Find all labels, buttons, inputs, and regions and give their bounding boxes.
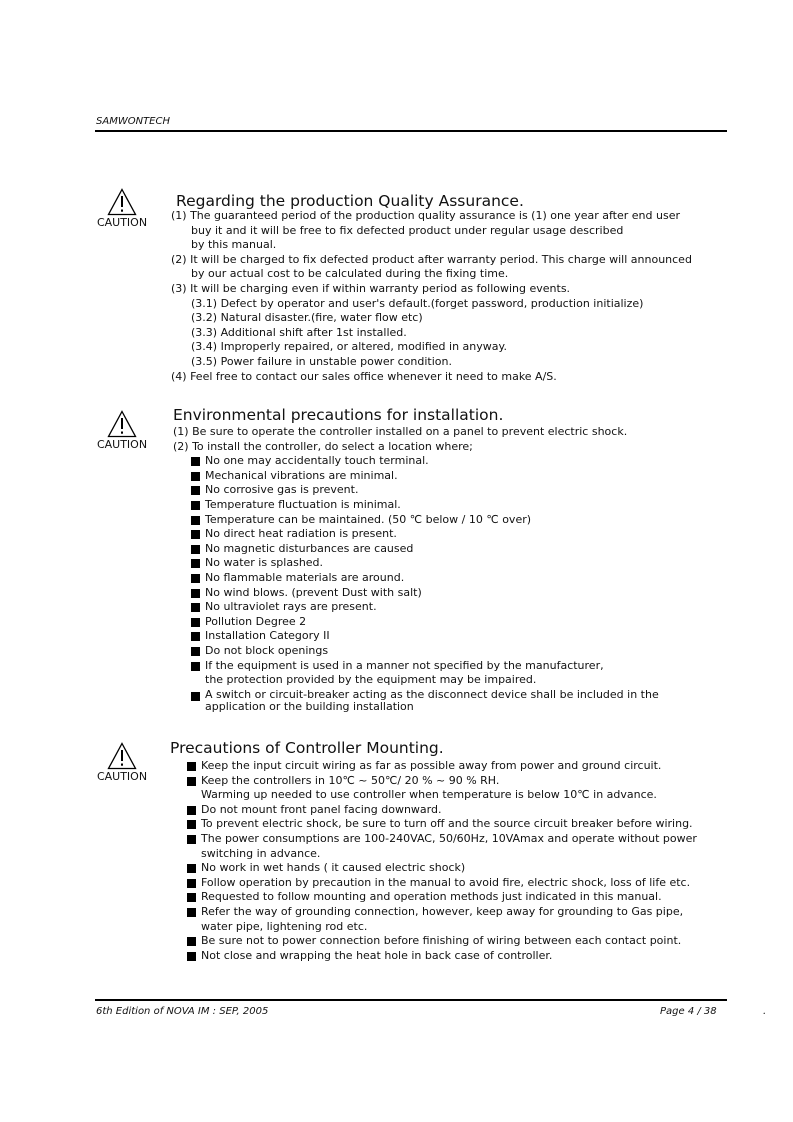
- list-item: (2) It will be charged to fix defected product after warranty period. This charge will announced: [171, 252, 692, 266]
- list-item: by our actual cost to be calculated during the fixing time.: [191, 267, 509, 281]
- list-item: Be sure not to power connection before finishing of wiring between each contact point.: [186, 934, 697, 949]
- list-item: Refer the way of grounding connection, however, keep away for grounding to Gas pipe,: [186, 905, 697, 920]
- list-item: (2) To install the controller, do select a location where;: [173, 439, 473, 453]
- section-title: Regarding the production Quality Assurance.: [176, 192, 524, 210]
- list-item: To prevent electric shock, be sure to turn off and the source circuit breaker before wiring.: [186, 817, 697, 832]
- list-item: (4) Feel free to contact our sales office whenever it need to make A/S.: [171, 369, 557, 383]
- list-item: Keep the input circuit wiring as far as possible away from power and ground circuit.: [186, 759, 697, 774]
- footer-edition: 6th Edition of NOVA IM : SEP, 2005: [96, 1006, 269, 1017]
- caution-badge: [94, 410, 150, 451]
- list-item: buy it and it will be free to fix defected product under regular usage described: [191, 223, 624, 237]
- list-item: Do not block openings: [190, 644, 659, 659]
- footer-rule: [95, 999, 727, 1001]
- list-item: A switch or circuit-breaker acting as the disconnect device shall be included in the: [190, 689, 659, 702]
- footer-mark: .: [763, 1006, 767, 1017]
- header-rule: [95, 130, 727, 132]
- list-item: No ultraviolet rays are present.: [190, 600, 659, 615]
- list-item: No direct heat radiation is present.: [190, 527, 659, 542]
- list-item: No magnetic disturbances are caused: [190, 542, 659, 557]
- list-item: The power consumptions are 100-240VAC, 50/60Hz, 10VAmax and operate without power: [186, 832, 697, 847]
- caution-badge: [94, 742, 150, 783]
- list-item: Warming up needed to use controller when temperature is below 10℃ in advance.: [201, 788, 657, 802]
- list-item: No flammable materials are around.: [190, 571, 659, 586]
- list-item: Mechanical vibrations are minimal.: [190, 469, 659, 484]
- list-item: the protection provided by the equipment may be impaired.: [205, 673, 537, 687]
- list-item: Temperature fluctuation is minimal.: [190, 498, 659, 513]
- list-item: (1) Be sure to operate the controller installed on a panel to prevent electric shock.: [173, 425, 628, 438]
- section-title: Environmental precautions for installation.: [173, 406, 504, 424]
- list-item: (3.3) Additional shift after 1st installed.: [191, 325, 407, 339]
- list-item: No water is splashed.: [190, 556, 659, 571]
- caution-badge: [94, 188, 150, 229]
- list-item: No wind blows. (prevent Dust with salt): [190, 586, 659, 601]
- list-item: switching in advance.: [201, 846, 321, 860]
- header-company: SAMWONTECH: [96, 116, 170, 127]
- page-number: Page 4 / 38: [660, 1006, 717, 1017]
- list-item: Installation Category II: [190, 629, 659, 644]
- list-item: Do not mount front panel facing downward.: [186, 803, 697, 818]
- warning-triangle-icon: [107, 410, 137, 438]
- section-body: [171, 209, 692, 384]
- list-item: If the equipment is used in a manner not specified by the manufacturer,: [190, 659, 659, 674]
- section-body: [186, 759, 697, 963]
- list-item: (3.1) Defect by operator and user's default.(forget password, production initialize): [191, 296, 644, 310]
- list-item: Follow operation by precaution in the manual to avoid fire, electric shock, loss of life etc.: [186, 876, 697, 891]
- list-item: No one may accidentally touch terminal.: [190, 454, 659, 469]
- caution-label: CAUTION: [96, 438, 148, 451]
- list-item: (3.2) Natural disaster.(fire, water flow etc): [191, 311, 423, 325]
- list-item: No work in wet hands ( it caused electric shock): [186, 861, 697, 876]
- caution-label: CAUTION: [96, 770, 148, 783]
- warning-triangle-icon: [107, 742, 137, 770]
- list-item: (3.5) Power failure in unstable power condition.: [191, 354, 452, 368]
- caution-label: CAUTION: [96, 216, 148, 229]
- list-item: (1) The guaranteed period of the production quality assurance is (1) one year after end user: [171, 209, 680, 222]
- list-item: by this manual.: [191, 238, 277, 252]
- list-item: No corrosive gas is prevent.: [190, 483, 659, 498]
- list-item: (3.4) Improperly repaired, or altered, modified in anyway.: [191, 340, 507, 354]
- section-body: [173, 425, 659, 714]
- list-item: water pipe, lightening rod etc.: [201, 919, 368, 933]
- list-item: application or the building installation: [205, 700, 414, 714]
- list-item: Keep the controllers in 10℃ ~ 50℃/ 20 % ~ 90 % RH.: [186, 774, 697, 789]
- section-title: Precautions of Controller Mounting.: [170, 739, 444, 757]
- list-item: Temperature can be maintained. (50 ℃ below / 10 ℃ over): [190, 513, 659, 528]
- list-item: Requested to follow mounting and operation methods just indicated in this manual.: [186, 890, 697, 905]
- warning-triangle-icon: [107, 188, 137, 216]
- list-item: Pollution Degree 2: [190, 615, 659, 630]
- list-item: Not close and wrapping the heat hole in back case of controller.: [186, 949, 697, 964]
- list-item: (3) It will be charging even if within warranty period as following events.: [171, 281, 571, 295]
